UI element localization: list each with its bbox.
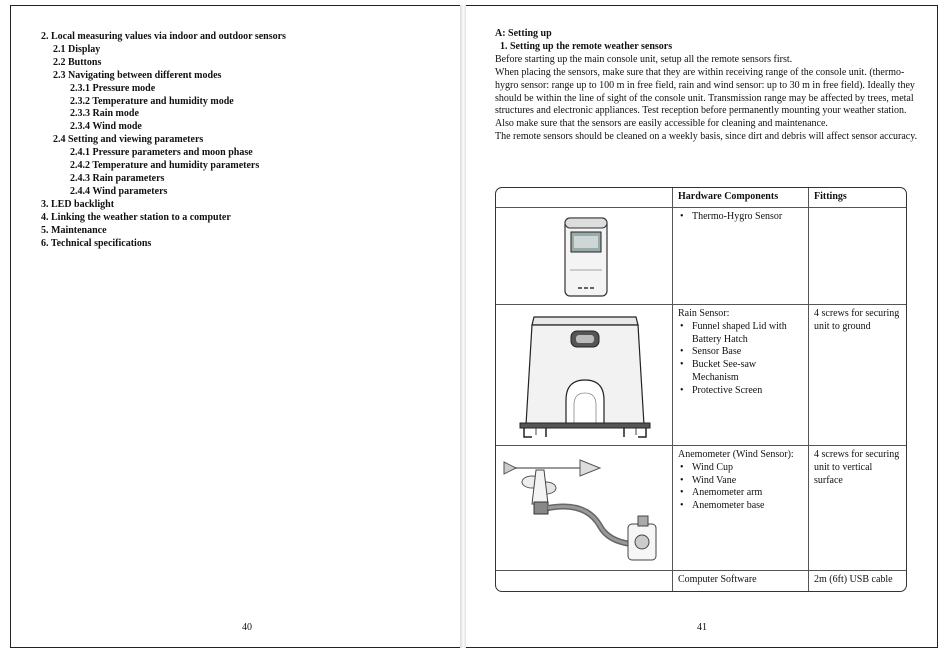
image-cell: [496, 571, 673, 591]
paragraph: Also make sure that the sensors are easily accessible for cleaning and maintenance.: [495, 118, 828, 130]
toc-entry: 4. Linking the weather station to a computer: [41, 211, 231, 223]
toc-entry: 3. LED backlight: [41, 198, 115, 210]
header-fittings: Fittings: [809, 188, 906, 208]
left-page: [10, 5, 460, 648]
toc-entry: 2.4.1 Pressure parameters and moon phase: [70, 147, 253, 159]
page-number: 41: [697, 622, 707, 633]
component-title: Rain Sensor:: [678, 308, 730, 319]
fittings-cell: 4 screws for securing unit to ground: [809, 305, 906, 446]
header-image: [496, 188, 673, 208]
toc-entry: 2.3.4 Wind mode: [70, 121, 142, 133]
toc-entry: 2.3.2 Temperature and humidity mode: [70, 95, 234, 107]
table-row: [496, 571, 906, 591]
toc-entry: 2.3 Navigating between different modes: [53, 69, 222, 81]
section-subheading: 1. Setting up the remote weather sensors: [500, 40, 673, 52]
component-item: • Bucket See-saw Mechanism: [692, 359, 803, 385]
toc-entry: 5. Maintenance: [41, 224, 107, 236]
image-cell: [496, 446, 673, 571]
right-page: [466, 5, 938, 648]
paragraph: The remote sensors should be cleaned on a weekly basis, since dirt and debris will affect sensor accuracy.: [495, 131, 918, 143]
toc-entry: 2.1 Display: [53, 43, 101, 55]
table-of-contents: [41, 31, 286, 250]
toc-entry: 2.2 Buttons: [53, 56, 102, 68]
components-cell: [673, 305, 809, 446]
fittings-cell: 2m (6ft) USB cable: [814, 574, 893, 585]
fittings-cell: [809, 208, 906, 305]
image-cell: [496, 305, 673, 446]
component-item: • Protective Screen: [692, 385, 803, 398]
components-cell: Computer Software: [673, 571, 809, 591]
header-components: Hardware Components: [673, 188, 809, 208]
component-item: • Anemometer arm: [692, 487, 803, 500]
paragraph: When placing the sensors, make sure that they are within receiving range of the console unit. (thermo-hygro sensor: range up to 100 m in free field, rain and wind sensor: up to 30 m in free field). Ideally they should be within the line of sight of the console unit. Transmission range may be affected by trees, metal structures and electronic appliances. Test reception before permanently mounting your weather station.: [495, 66, 915, 117]
toc-entry: 2.4.4 Wind parameters: [70, 185, 168, 197]
fittings-cell: 4 screws for securing unit to vertical surface: [809, 446, 906, 571]
component-item: • Thermo-Hygro Sensor: [692, 211, 803, 224]
hardware-table: [495, 187, 907, 592]
component-item: • Wind Cup: [692, 462, 803, 475]
toc-entry: 2.4 Setting and viewing parameters: [53, 134, 204, 146]
toc-entry: 2.4.3 Rain parameters: [70, 172, 165, 184]
rain-sensor-image: [496, 305, 672, 445]
table-row: [496, 305, 906, 446]
component-title: Anemometer (Wind Sensor):: [678, 449, 794, 460]
components-cell: [673, 446, 809, 571]
table-row: [496, 446, 906, 571]
component-item: • Wind Vane: [692, 475, 803, 488]
table-header-row: [496, 188, 906, 208]
thermo-hygro-sensor-image: [496, 208, 672, 304]
image-cell: [496, 208, 673, 305]
toc-entry: 6. Technical specifications: [41, 237, 152, 249]
toc-entry: 2.3.3 Rain mode: [70, 108, 139, 120]
toc-entry: 2.4.2 Temperature and humidity parameters: [70, 160, 260, 172]
setup-text: [495, 28, 925, 144]
anemometer-image: [496, 446, 672, 570]
toc-entry: 2.3.1 Pressure mode: [70, 82, 156, 94]
toc-entry: 2. Local measuring values via indoor and outdoor sensors: [41, 31, 286, 42]
paragraph: Before starting up the main console unit, setup all the remote sensors first.: [495, 53, 793, 65]
components-cell: [673, 208, 809, 305]
table-row: [496, 208, 906, 305]
component-item: • Sensor Base: [692, 346, 803, 359]
page-number: 40: [242, 622, 252, 633]
component-item: • Funnel shaped Lid with Battery Hatch: [692, 321, 803, 347]
component-item: • Anemometer base: [692, 500, 803, 513]
section-heading: A: Setting up: [495, 28, 552, 39]
